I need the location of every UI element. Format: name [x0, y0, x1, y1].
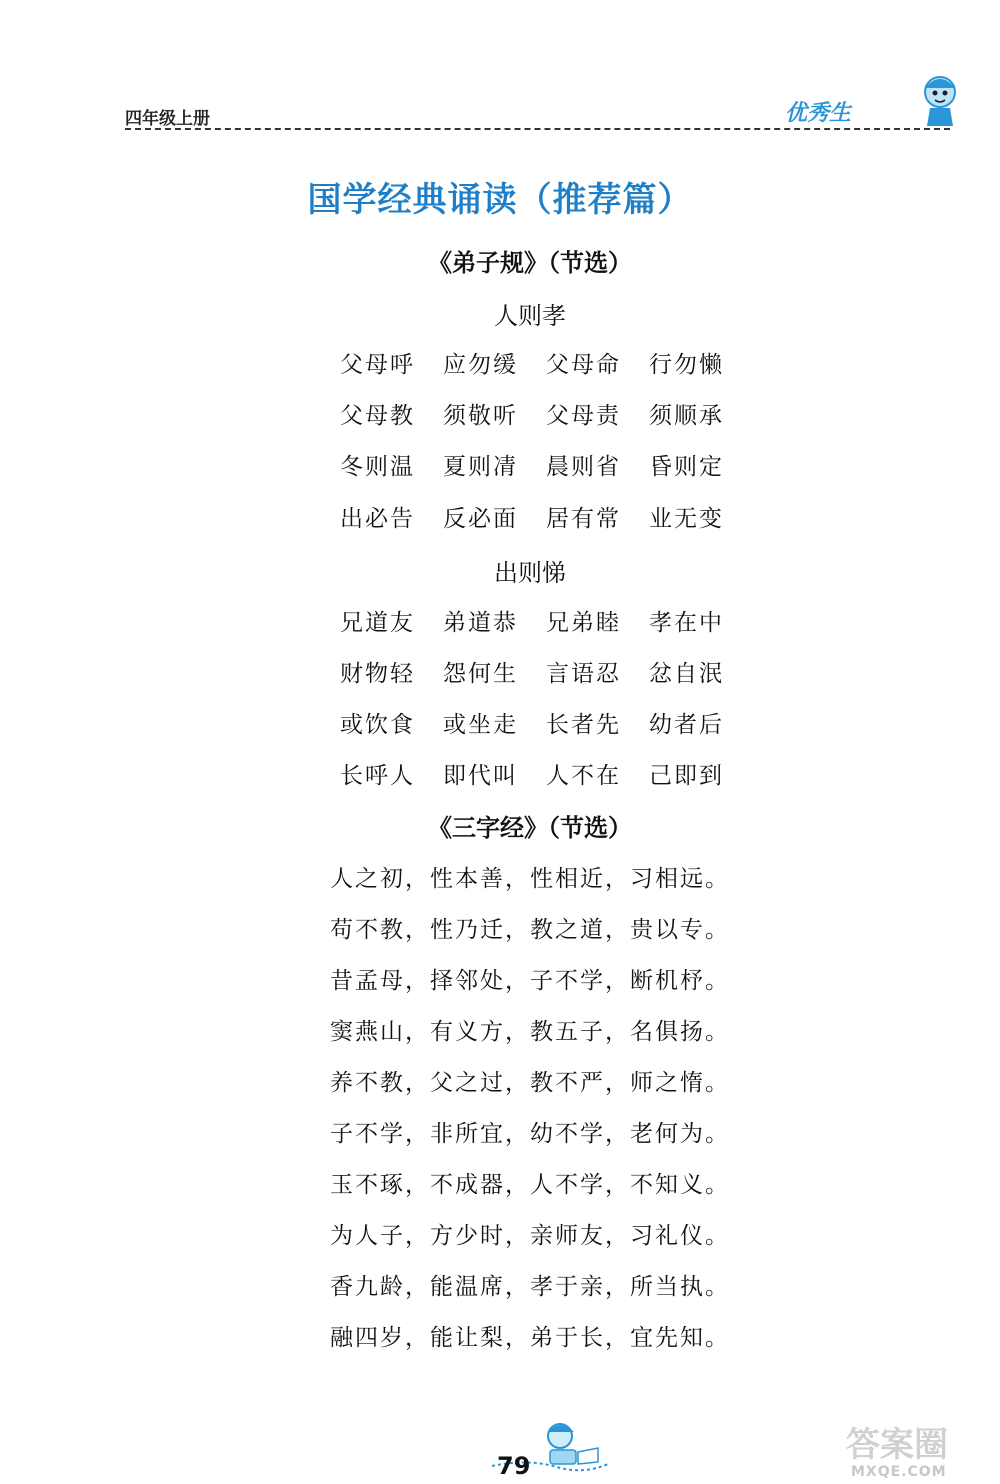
verse-phrase: 即代叫	[443, 763, 518, 789]
sanzijing-title: 《三字经》（节选）	[428, 814, 632, 842]
page-number: 79	[497, 1452, 531, 1480]
verse-phrase: 怨何生	[443, 661, 518, 687]
verse-phrase: 忿自泯	[649, 661, 724, 687]
verse-phrase: 晨则省	[546, 454, 621, 480]
verse-phrase: 冬则温	[340, 454, 415, 480]
verse-phrase: 财物轻	[340, 661, 415, 687]
header-divider	[125, 128, 950, 130]
verse-line: 养不教，父之过，教不严，师之惰。	[330, 1070, 730, 1096]
section-heading-czt: 出则悌	[494, 559, 566, 587]
section-heading-rzx: 人则孝	[494, 302, 566, 330]
verse-phrase: 幼者后	[649, 712, 724, 738]
watermark-text: MXQE.COM	[851, 1464, 947, 1480]
verse-phrase: 夏则凊	[443, 454, 518, 480]
dizigui-title: 《弟子规》（节选）	[428, 249, 632, 277]
verse-phrase: 出必告	[340, 506, 415, 532]
grade-label: 四年级上册	[125, 109, 210, 129]
verse-phrase: 应勿缓	[443, 352, 518, 378]
verse-line: 人之初，性本善，性相近，习相远。	[330, 866, 730, 892]
verse-line: 子不学，非所宜，幼不学，老何为。	[330, 1121, 730, 1147]
verse-line: 融四岁，能让梨，弟于长，宜先知。	[330, 1325, 730, 1351]
verse-line: 为人子，方少时，亲师友，习礼仪。	[330, 1223, 730, 1249]
verse-phrase: 长者先	[546, 712, 621, 738]
verse-phrase: 居有常	[546, 506, 621, 532]
verse-phrase: 行勿懒	[649, 352, 724, 378]
verse-phrase: 须敬听	[443, 403, 518, 429]
verse-phrase: 兄弟睦	[546, 610, 621, 636]
verse-phrase: 长呼人	[340, 763, 415, 789]
mascot-icon	[915, 72, 965, 130]
verse-phrase: 父母责	[546, 403, 621, 429]
verse-phrase: 弟道恭	[443, 610, 518, 636]
verse-line: 香九龄，能温席，孝于亲，所当执。	[330, 1274, 730, 1300]
verse-phrase: 或坐走	[443, 712, 518, 738]
verse-phrase: 昏则定	[649, 454, 724, 480]
verse-phrase: 孝在中	[649, 610, 724, 636]
brand-logo-text: 优秀生	[785, 101, 852, 126]
verse-line: 昔孟母，择邻处，子不学，断机杼。	[330, 968, 730, 994]
page-title: 国学经典诵读（推荐篇）	[307, 180, 693, 220]
verse-phrase: 业无变	[649, 506, 724, 532]
page-header	[125, 100, 960, 130]
verse-phrase: 言语忍	[546, 661, 621, 687]
verse-phrase: 人不在	[546, 763, 621, 789]
verse-phrase: 或饮食	[340, 712, 415, 738]
verse-phrase: 己即到	[649, 763, 724, 789]
verse-phrase: 父母命	[546, 352, 621, 378]
verse-line: 窦燕山，有义方，教五子，名俱扬。	[330, 1019, 730, 1045]
verse-phrase: 父母教	[340, 403, 415, 429]
verse-phrase: 兄道友	[340, 610, 415, 636]
verse-phrase: 须顺承	[649, 403, 724, 429]
verse-line: 玉不琢，不成器，人不学，不知义。	[330, 1172, 730, 1198]
verse-phrase: 反必面	[443, 506, 518, 532]
svg-text:答案圈: 答案圈	[846, 1425, 948, 1465]
verse-phrase: 父母呼	[340, 352, 415, 378]
verse-line: 苟不教，性乃迁，教之道，贵以专。	[330, 917, 730, 943]
